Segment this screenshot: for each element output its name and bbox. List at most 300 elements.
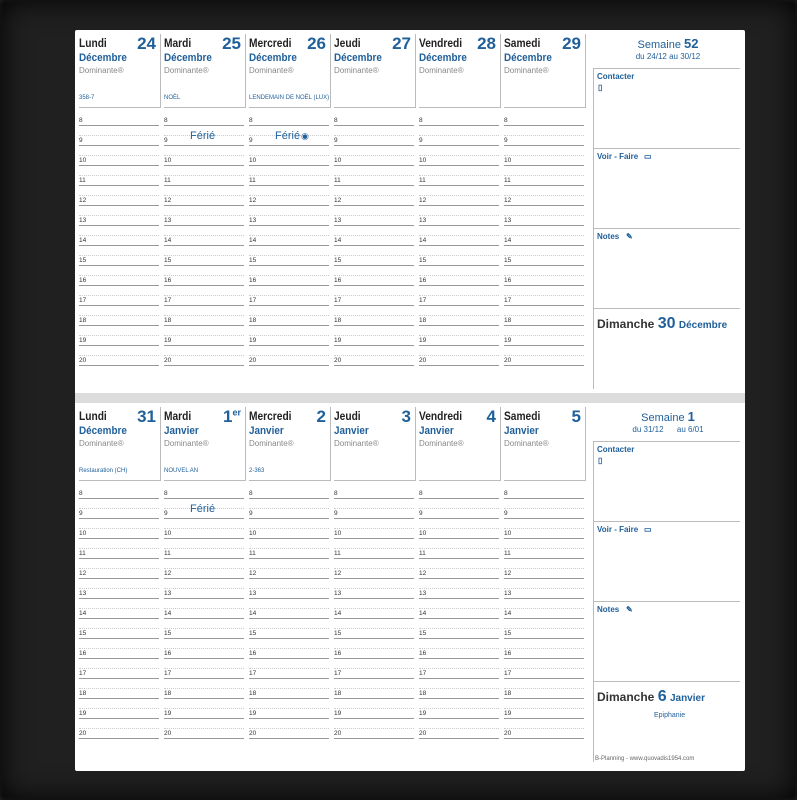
hour-label: 15 (334, 630, 342, 637)
hour-label: 12 (419, 197, 427, 204)
day-note: LENDEMAIN DE NOËL (LUX) (249, 95, 330, 101)
day-column[interactable] (160, 403, 245, 771)
day-month: Janvier (504, 425, 539, 437)
half-hour-line (419, 235, 499, 236)
dominante-label: Dominante® (79, 66, 124, 75)
holiday-label: Férié (190, 130, 216, 142)
sidebar-label-notes: Notes (597, 232, 620, 241)
hour-line (164, 678, 244, 679)
hour-label: 20 (334, 357, 342, 364)
half-hour-line (164, 728, 244, 729)
hour-line (334, 345, 414, 346)
hour-line (504, 365, 584, 366)
hour-label: 17 (419, 297, 427, 304)
hour-line (334, 365, 414, 366)
half-hour-line (79, 275, 159, 276)
hour-label: 16 (334, 650, 342, 657)
hour-label: 19 (79, 337, 87, 344)
half-hour-line (249, 528, 329, 529)
dominante-label: Dominante® (249, 439, 294, 448)
day-header (504, 34, 586, 108)
half-hour-line (419, 255, 499, 256)
hour-line (334, 165, 414, 166)
half-hour-line (504, 135, 584, 136)
hour-label: 10 (164, 530, 172, 537)
hour-line (164, 365, 244, 366)
half-hour-line (249, 588, 329, 589)
hour-label: 9 (334, 510, 338, 517)
hour-line (334, 578, 414, 579)
hour-line (334, 265, 414, 266)
hour-line (334, 325, 414, 326)
half-hour-line (419, 175, 499, 176)
day-number: 29 (562, 34, 581, 53)
day-column[interactable] (415, 403, 500, 771)
day-name: Mercredi (249, 36, 292, 50)
half-hour-line (419, 528, 499, 529)
half-hour-line (504, 568, 584, 569)
half-hour-line (334, 648, 414, 649)
hour-line (164, 285, 244, 286)
day-header (419, 407, 501, 481)
hour-label: 11 (504, 177, 511, 184)
hour-line (79, 305, 159, 306)
hour-line (164, 618, 244, 619)
week-number: 52 (684, 36, 699, 51)
hour-line (164, 658, 244, 659)
day-header (79, 34, 161, 108)
hour-line (504, 345, 584, 346)
half-hour-line (79, 688, 159, 689)
hour-label: 17 (164, 670, 172, 677)
hour-line (79, 598, 159, 599)
day-column[interactable] (245, 403, 330, 771)
hour-line (164, 265, 244, 266)
hour-line (419, 498, 499, 499)
hour-label: 18 (334, 317, 342, 324)
half-hour-line (79, 728, 159, 729)
half-hour-line (504, 355, 584, 356)
half-hour-line (504, 528, 584, 529)
half-hour-line (334, 215, 414, 216)
hour-line (79, 658, 159, 659)
half-hour-line (334, 235, 414, 236)
hour-line (419, 305, 499, 306)
day-header (334, 407, 416, 481)
hour-line (79, 698, 159, 699)
hour-line (419, 205, 499, 206)
hour-line (504, 225, 584, 226)
half-hour-line (334, 135, 414, 136)
half-hour-line (334, 588, 414, 589)
half-hour-line (504, 648, 584, 649)
day-name: Jeudi (334, 409, 361, 423)
hour-label: 17 (79, 297, 87, 304)
hour-line (79, 265, 159, 266)
hour-label: 13 (504, 590, 512, 597)
day-column[interactable] (160, 30, 245, 393)
half-hour-line (164, 255, 244, 256)
hour-label: 12 (79, 570, 87, 577)
week-label: Semaine (637, 39, 681, 51)
hour-label: 19 (504, 337, 512, 344)
week-sidebar (593, 403, 745, 771)
hour-line (504, 538, 584, 539)
half-hour-line (334, 548, 414, 549)
hour-label: 9 (79, 137, 83, 144)
hour-line (249, 678, 329, 679)
hour-line (249, 618, 329, 619)
hour-line (164, 738, 244, 739)
hour-label: 15 (334, 257, 342, 264)
hour-line (419, 618, 499, 619)
week-page-top (75, 30, 745, 393)
hour-label: 9 (334, 137, 338, 144)
hour-label: 16 (419, 650, 427, 657)
hour-label: 8 (79, 117, 83, 124)
hour-label: 8 (334, 117, 338, 124)
half-hour-line (419, 508, 499, 509)
hour-line (419, 518, 499, 519)
half-hour-line (419, 548, 499, 549)
half-hour-line (164, 275, 244, 276)
half-hour-line (504, 195, 584, 196)
day-number: 3 (401, 407, 411, 426)
half-hour-line (419, 355, 499, 356)
half-hour-line (79, 215, 159, 216)
day-column[interactable] (330, 30, 415, 393)
week-title (593, 36, 743, 51)
hour-label: 14 (79, 237, 87, 244)
half-hour-line (249, 608, 329, 609)
half-hour-line (334, 335, 414, 336)
hour-label: 11 (249, 550, 256, 557)
half-hour-line (249, 295, 329, 296)
hour-label: 8 (164, 117, 168, 124)
dominante-label: Dominante® (504, 439, 549, 448)
hour-line (334, 305, 414, 306)
hour-label: 19 (249, 710, 257, 717)
hour-label: 14 (334, 610, 342, 617)
day-number: 4 (486, 407, 496, 426)
hour-label: 8 (249, 117, 253, 124)
hour-line (249, 365, 329, 366)
hour-line (249, 145, 329, 146)
day-note: 2-363 (249, 468, 265, 474)
hour-line (504, 638, 584, 639)
hour-label: 9 (419, 137, 423, 144)
hour-label: 16 (249, 650, 257, 657)
hour-line (164, 305, 244, 306)
hour-label: 12 (334, 570, 342, 577)
hour-label: 8 (164, 490, 168, 497)
hour-label: 17 (334, 297, 342, 304)
half-hour-line (164, 708, 244, 709)
hour-line (79, 738, 159, 739)
hour-label: 13 (334, 217, 342, 224)
hour-label: 11 (79, 550, 86, 557)
hour-line (419, 225, 499, 226)
week-title (593, 409, 743, 424)
half-hour-line (79, 608, 159, 609)
hour-label: 17 (334, 670, 342, 677)
hour-label: 13 (419, 217, 427, 224)
hour-label: 17 (164, 297, 172, 304)
sidebar-box-contact[interactable] (593, 68, 740, 149)
half-hour-line (79, 175, 159, 176)
half-hour-line (419, 728, 499, 729)
half-hour-line (249, 548, 329, 549)
sunday-label: Dimanche (597, 690, 655, 704)
hour-label: 20 (419, 357, 427, 364)
hour-line (249, 185, 329, 186)
hour-line (164, 345, 244, 346)
hour-label: 10 (419, 530, 427, 537)
hour-line (79, 325, 159, 326)
hour-line (334, 738, 414, 739)
hour-line (249, 245, 329, 246)
hour-line (249, 285, 329, 286)
day-month: Décembre (419, 52, 467, 64)
day-month: Janvier (249, 425, 284, 437)
hour-label: 12 (164, 570, 172, 577)
dominante-label: Dominante® (164, 66, 209, 75)
day-number: 25 (222, 34, 241, 53)
half-hour-line (249, 708, 329, 709)
hour-line (334, 245, 414, 246)
day-month: Décembre (164, 52, 212, 64)
hour-line (504, 518, 584, 519)
half-hour-line (164, 355, 244, 356)
half-hour-line (249, 728, 329, 729)
hour-label: 16 (249, 277, 257, 284)
half-hour-line (419, 275, 499, 276)
day-number: 31 (137, 407, 156, 426)
hour-label: 8 (504, 117, 508, 124)
day-column[interactable] (500, 403, 585, 771)
half-hour-line (419, 568, 499, 569)
sidebar-box-notes[interactable] (593, 601, 740, 682)
hour-line (419, 718, 499, 719)
half-hour-line (164, 155, 244, 156)
half-hour-line (249, 175, 329, 176)
hour-label: 20 (164, 357, 172, 364)
half-hour-line (79, 628, 159, 629)
hour-label: 8 (419, 490, 423, 497)
hour-line (504, 125, 584, 126)
half-hour-line (164, 175, 244, 176)
half-hour-line (504, 668, 584, 669)
half-hour-line (79, 195, 159, 196)
half-hour-line (79, 568, 159, 569)
hour-label: 17 (504, 670, 512, 677)
hour-line (79, 245, 159, 246)
day-name: Samedi (504, 36, 541, 50)
hour-line (79, 285, 159, 286)
hour-line (504, 578, 584, 579)
hour-line (504, 498, 584, 499)
hour-line (164, 325, 244, 326)
hour-label: 15 (419, 257, 427, 264)
half-hour-line (334, 175, 414, 176)
hour-line (334, 698, 414, 699)
hour-label: 19 (164, 337, 172, 344)
sidebar-box-todo[interactable] (593, 521, 740, 602)
hour-label: 9 (504, 137, 508, 144)
day-column[interactable] (75, 403, 160, 771)
hour-label: 16 (334, 277, 342, 284)
hour-line (249, 658, 329, 659)
half-hour-line (249, 255, 329, 256)
hour-label: 16 (164, 277, 172, 284)
hour-line (334, 518, 414, 519)
sunday-title (597, 315, 727, 333)
sunday-box[interactable] (593, 308, 740, 389)
footer-text: B-Planning - www.quovadis1954.com (595, 756, 695, 762)
half-hour-line (334, 708, 414, 709)
hour-line (164, 165, 244, 166)
day-column[interactable] (245, 30, 330, 393)
half-hour-line (334, 728, 414, 729)
half-hour-line (504, 708, 584, 709)
hour-line (334, 618, 414, 619)
hour-label: 17 (504, 297, 512, 304)
hour-line (164, 125, 244, 126)
dominante-label: Dominante® (249, 66, 294, 75)
hour-line (249, 638, 329, 639)
half-hour-line (164, 608, 244, 609)
hour-label: 12 (79, 197, 87, 204)
half-hour-line (504, 728, 584, 729)
half-hour-line (164, 568, 244, 569)
day-number: 27 (392, 34, 411, 53)
hour-label: 18 (419, 317, 427, 324)
hour-label: 19 (334, 337, 342, 344)
page-fold (75, 393, 745, 403)
dominante-label: Dominante® (419, 66, 464, 75)
hour-line (79, 165, 159, 166)
hour-label: 19 (334, 710, 342, 717)
half-hour-line (249, 275, 329, 276)
day-header (249, 407, 331, 481)
half-hour-line (249, 508, 329, 509)
day-column[interactable] (75, 30, 160, 393)
hour-label: 13 (419, 590, 427, 597)
half-hour-line (334, 315, 414, 316)
sidebar-label-todo: Voir - Faire (597, 152, 639, 161)
hour-label: 18 (79, 317, 87, 324)
sidebar-box-todo[interactable] (593, 148, 740, 229)
half-hour-line (164, 295, 244, 296)
half-hour-line (504, 335, 584, 336)
half-hour-line (164, 195, 244, 196)
hour-label: 14 (334, 237, 342, 244)
half-hour-line (79, 315, 159, 316)
hour-label: 16 (504, 277, 512, 284)
week-range: du 24/12 au 30/12 (635, 52, 701, 61)
hour-label: 10 (164, 157, 172, 164)
hour-line (419, 325, 499, 326)
hour-label: 15 (164, 257, 172, 264)
hour-line (79, 558, 159, 559)
hour-label: 20 (334, 730, 342, 737)
hour-label: 16 (164, 650, 172, 657)
half-hour-line (504, 235, 584, 236)
half-hour-line (164, 335, 244, 336)
hour-line (334, 678, 414, 679)
half-hour-line (334, 528, 414, 529)
hour-label: 8 (504, 490, 508, 497)
hour-line (79, 125, 159, 126)
hour-line (334, 145, 414, 146)
sidebar-box-contact[interactable] (593, 441, 740, 522)
hour-label: 16 (419, 277, 427, 284)
hour-line (504, 738, 584, 739)
hour-label: 16 (504, 650, 512, 657)
eye-icon: ◉ (301, 131, 309, 141)
hour-line (504, 305, 584, 306)
hour-line (334, 638, 414, 639)
day-month: Décembre (79, 52, 127, 64)
day-number: 2 (316, 407, 326, 426)
week-sidebar (593, 30, 745, 393)
sidebar-label-contact: Contacter (597, 72, 635, 81)
hour-label: 10 (79, 530, 87, 537)
sunday-month: Décembre (678, 320, 728, 331)
checklist-icon: ▭ (644, 152, 652, 161)
hour-line (334, 205, 414, 206)
day-note: NOËL (164, 95, 181, 101)
half-hour-line (79, 648, 159, 649)
hour-label: 9 (419, 510, 423, 517)
hour-line (164, 225, 244, 226)
hour-label: 10 (79, 157, 87, 164)
day-column[interactable] (415, 30, 500, 393)
half-hour-line (504, 548, 584, 549)
hour-label: 11 (164, 550, 171, 557)
hour-line (164, 245, 244, 246)
hour-line (419, 738, 499, 739)
hour-line (79, 618, 159, 619)
day-column[interactable] (500, 30, 585, 393)
sunday-label: Dimanche (597, 317, 655, 331)
hour-label: 12 (249, 197, 257, 204)
hour-label: 12 (164, 197, 172, 204)
half-hour-line (504, 295, 584, 296)
half-hour-line (164, 215, 244, 216)
hour-label: 15 (419, 630, 427, 637)
day-number: 26 (307, 34, 326, 53)
day-name: Lundi (79, 409, 107, 423)
hour-line (334, 538, 414, 539)
sidebar-box-notes[interactable] (593, 228, 740, 309)
hour-label: 14 (164, 237, 172, 244)
half-hour-line (504, 275, 584, 276)
hour-label: 13 (79, 590, 87, 597)
day-column[interactable] (330, 403, 415, 771)
hour-label: 12 (334, 197, 342, 204)
hour-label: 13 (164, 217, 172, 224)
half-hour-line (249, 628, 329, 629)
half-hour-line (249, 668, 329, 669)
sunday-box[interactable] (593, 681, 740, 762)
hour-line (504, 658, 584, 659)
half-hour-line (249, 315, 329, 316)
day-note: Restauration (CH) (79, 468, 128, 474)
half-hour-line (419, 668, 499, 669)
half-hour-line (79, 355, 159, 356)
day-number: 24 (137, 34, 156, 53)
